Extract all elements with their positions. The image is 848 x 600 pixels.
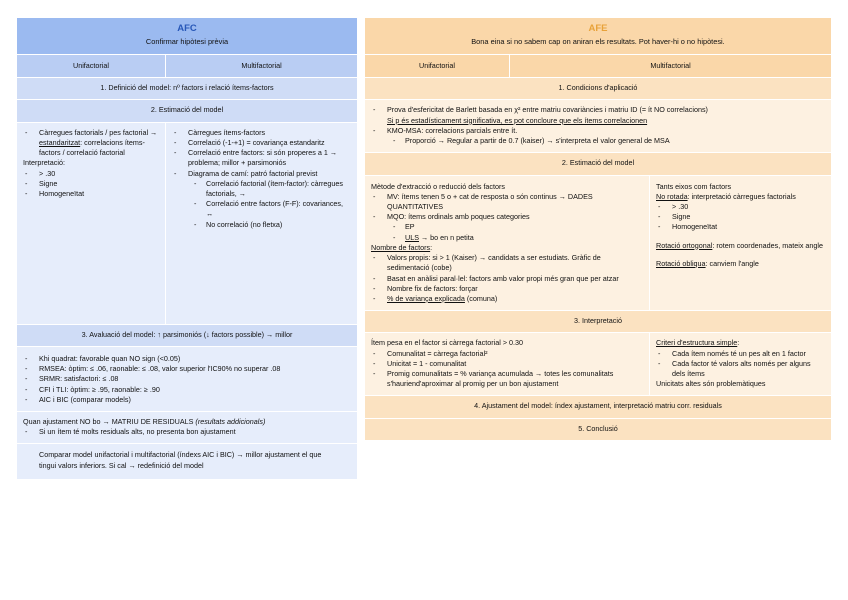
list-item: - Diagrama de camí: patró factorial previst - Correlació factorial (ítem-factor): càrregues factorials, → - Correlació entre factors (F-F): covariances, ↔ - No correlació (no fletxa) — [172, 169, 351, 230]
afc-subheader — [17, 54, 357, 77]
list-item: - ULS → bo en n petita — [391, 233, 643, 243]
list-item: - Signe — [656, 212, 825, 222]
afe-s2-left — [365, 176, 649, 311]
afe-subheader — [365, 54, 831, 77]
afe-s3-left — [365, 333, 649, 395]
list-item: - % de variança explicada (comuna) — [371, 294, 643, 304]
list-item: - Comunalitat = càrrega factorial² — [371, 349, 643, 359]
afc-section-2: 2. Estimació del model — [17, 99, 357, 121]
list-item: - > .30 — [656, 202, 825, 212]
list-item: - Homogeneïtat — [23, 189, 159, 199]
afe-s2-orthogonal: Rotació ortogonal: rotem coordenades, mateix angle — [656, 240, 824, 250]
list-item: - Promig comunalitats = % variança acumulada → totes les comunalitats s'hauriend'aproximar al promig per un bon ajustament — [371, 369, 643, 389]
afe-s3-right — [649, 333, 831, 395]
afc-s2-multifactorial — [165, 123, 357, 324]
afe-section-2: 2. Estimació del model — [365, 152, 831, 174]
afe-section-5: 5. Conclusió — [365, 418, 831, 440]
afe-s2-nfactors-head: Nombre de factors: — [371, 242, 433, 252]
afe-section-3-body — [365, 332, 831, 395]
list-item: - Khi quadrat: favorable quan NO sign (<0.05) — [23, 354, 351, 364]
list-item: - Nombre fix de factors: forçar — [371, 284, 643, 294]
afe-header — [365, 18, 831, 54]
afe-subtitle: Bona eina si no sabem cap on aniran els resultats. Pot haver-hi o no hipòtesi. — [471, 37, 725, 47]
afc-column — [17, 18, 357, 479]
afe-s2-axes-head: Tants eixos com factors — [656, 181, 732, 191]
list-item: - Càrregues factorials / pes factorial → estandaritzat: correlacions ítems-factors / correlació factorial — [23, 128, 159, 159]
list-item: - AIC i BIC (comparar models) — [23, 395, 351, 405]
list-item: - Càrregues ítems-factors — [172, 128, 351, 138]
list-item: - Correlació entre factors (F-F): covariances, ↔ — [192, 199, 351, 219]
list-item: - Correlació (-1-+1) = covariança estandaritz — [172, 138, 351, 148]
list-item: - Proporció → Regular a partir de 0.7 (kaiser) → s'interpreta el valor general de MSA — [391, 136, 825, 146]
afe-s3-criteria-head: Criteri d'estructura simple: — [656, 338, 740, 348]
list-item: - Signe — [23, 179, 159, 189]
list-item: - No correlació (no fletxa) — [192, 220, 351, 230]
afc-s3-indices — [17, 346, 357, 411]
list-item: - EP — [391, 222, 643, 232]
afc-s2-unifactorial — [17, 123, 165, 324]
list-item: - MQO: ítems ordinals amb poques categories - EP - ULS → bo en n petita — [371, 212, 643, 243]
afe-s3-foot: Unicitats altes són problemàtiques — [656, 379, 766, 389]
afe-section-4: 4. Ajustament del model: índex ajustament, interpretació matriu corr. residuals — [365, 395, 831, 417]
afe-s2-unrotated: No rotada: interpretació càrregues factorials — [656, 191, 796, 201]
afe-s2-extraction-head: Mètode d'extracció o reducció dels factors — [371, 181, 506, 191]
afc-s3-residuals: Quan ajustament NO bo → MATRIU DE RESIDUALS (resultats addicionals) - Si un ítem té molts residuals alts, no presenta bon ajustament — [17, 411, 357, 443]
afe-section-2-body — [365, 175, 831, 311]
afe-s2-oblique: Rotació obliqua: canviem l'angle — [656, 258, 759, 268]
list-item: - CFI i TLI: òptim: ≥ .95, raonable: ≥ .90 — [23, 385, 351, 395]
list-item: - Homogeneïtat — [656, 222, 825, 232]
afc-header — [17, 18, 357, 54]
afc-section-3: 3. Avaluació del model: ↑ parsimoniós (↓ factors possible) → millor — [17, 324, 357, 346]
list-item: - Si un ítem té molts residuals alts, no presenta bon ajustament — [23, 427, 351, 437]
afe-title: AFE — [588, 23, 608, 34]
afe-s1-body — [365, 99, 831, 152]
afc-s2-interp-label: Interpretació: — [23, 158, 65, 168]
list-item: - Cada ítem només té un pes alt en 1 factor — [656, 349, 825, 359]
afc-subtitle: Confirmar hipòtesi prèvia — [145, 37, 229, 47]
afc-section-1: 1. Definició del model: nº factors i relació ítems-factors — [17, 77, 357, 99]
afc-section-2-body — [17, 122, 357, 324]
list-item: - KMO-MSA: correlacions parcials entre ít. - Proporció → Regular a partir de 0.7 (kaiser) → s'interpreta el valor general de MSA — [371, 126, 825, 146]
afe-s3-head: Ítem pesa en el factor si càrrega factorial > 0.30 — [371, 338, 524, 348]
afe-section-3: 3. Interpretació — [365, 310, 831, 332]
afe-section-1: 1. Condicions d'aplicació — [365, 77, 831, 99]
afc-title: AFC — [177, 23, 197, 34]
afc-col-unifactorial: Unifactorial — [17, 55, 165, 77]
list-item: - SRMR: satisfactori: ≤ .08 — [23, 374, 351, 384]
list-item: - Correlació factorial (ítem-factor): càrregues factorials, → — [192, 179, 351, 199]
list-item: - RMSEA: òptim: ≤ .06, raonable: ≤ .08, valor superior l'IC90% no superar .08 — [23, 364, 351, 374]
list-item: - Correlació entre factors: si són properes a 1 → problema; millor + parsimoniós — [172, 148, 351, 168]
list-item: - > .30 — [23, 169, 159, 179]
afe-s2-right — [649, 176, 831, 311]
list-item: - MV: ítems tenen 5 o + cat de resposta o són continus → DADES QUANTITATIVES — [371, 192, 643, 212]
list-item: - Basat en anàlisi paral·lel: factors amb valor propi més gran que per atzar — [371, 274, 643, 284]
list-item: - Prova d'esfericitat de Barlett basada en χ² entre matriu covariàncies i matriu ID (= ít NO correlacions) Si p és estadísticament significativa, es pot concloure que els ítems correlacionen — [371, 105, 825, 125]
list-item: - Cada factor té valors alts només per alguns dels ítems — [656, 359, 825, 379]
afc-s3-compare: Comparar model unifactorial i multifactorial (índexs AIC i BIC) → millor ajustament el que tingui valors inferiors. Si cal → redefinició del model — [17, 443, 357, 478]
afe-column — [365, 18, 831, 440]
list-item: - Valors propis: si > 1 (Kaiser) → candidats a ser estudiats. Gràfic de sedimentació (cobe) — [371, 253, 643, 273]
afe-col-multifactorial: Multifactorial — [509, 55, 831, 77]
afe-col-unifactorial: Unifactorial — [365, 55, 509, 77]
afc-col-multifactorial: Multifactorial — [165, 55, 357, 77]
list-item: - Unicitat = 1 - comunalitat — [371, 359, 643, 369]
